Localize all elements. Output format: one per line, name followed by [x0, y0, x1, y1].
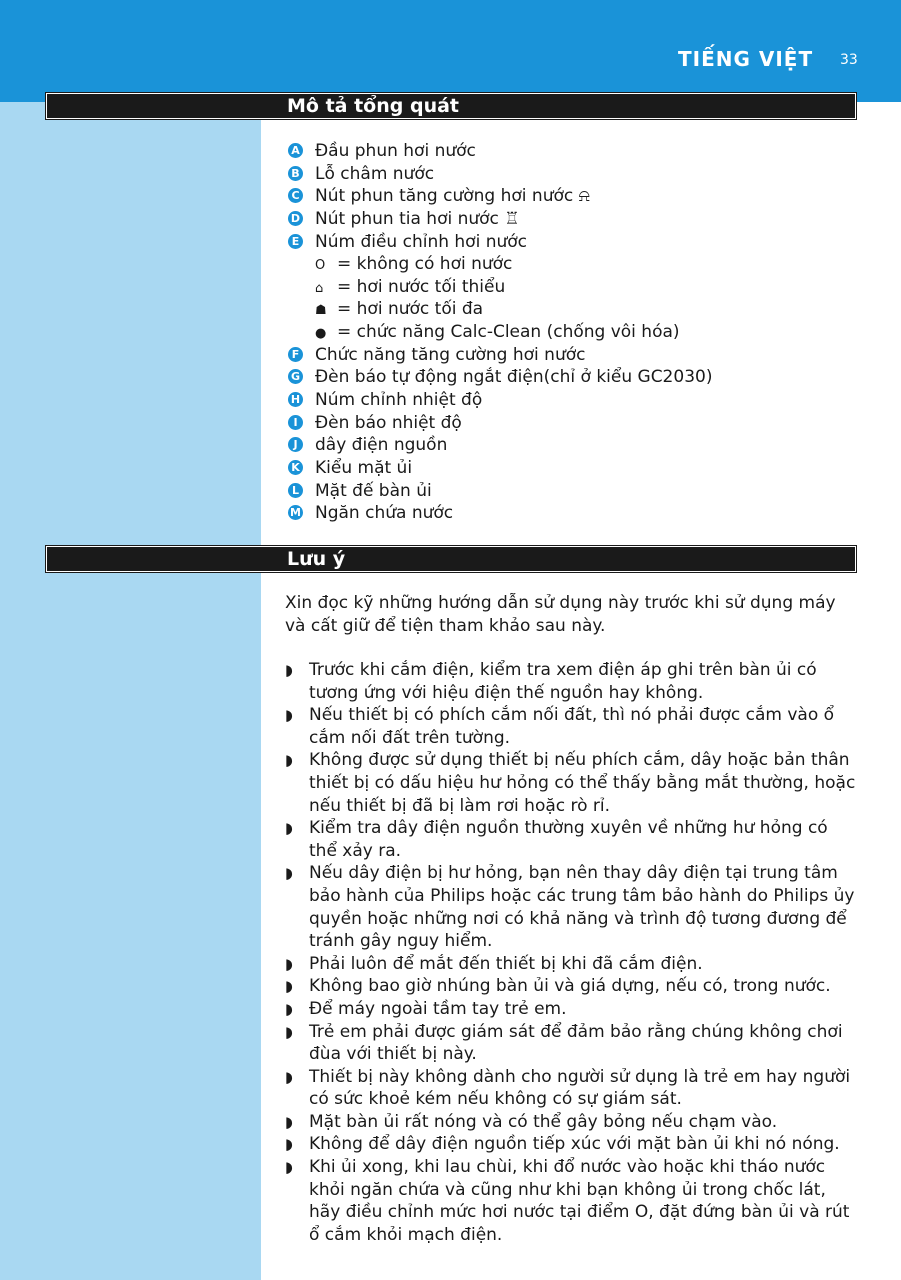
parts-list — [288, 140, 712, 525]
warning-text: Để máy ngoài tầm tay trẻ em. — [309, 998, 567, 1019]
list-item — [288, 140, 712, 163]
list-item — [288, 389, 712, 412]
warning-text: Không để dây điện nguồn tiếp xúc với mặt bàn ủi khi nó nóng. — [309, 1134, 840, 1155]
list-item — [285, 817, 860, 862]
warnings-list — [285, 659, 860, 1246]
list-item — [288, 231, 712, 254]
section-title-description: Mô tả tổng quát — [287, 95, 460, 117]
list-item — [285, 998, 860, 1021]
letter-badge: F — [288, 347, 303, 362]
letter-badge: L — [288, 483, 303, 498]
list-item — [288, 434, 712, 457]
letter-badge: E — [288, 234, 303, 249]
warning-text: Nếu dây điện bị hư hỏng, bạn nên thay dây điện tại trung tâm bảo hành của Philips hoặc các trung tâm bảo hành do Philips ủy quyền hoặc những nơi có khả năng và trình độ tương đương để tránh gây nguy hiểm. — [309, 863, 855, 952]
part-label: Mặt đế bàn ủi — [315, 480, 432, 501]
steam-setting-item — [288, 298, 712, 321]
letter-badge: C — [288, 188, 303, 203]
bullet-icon: ◗ — [285, 706, 293, 725]
part-label: Núm điều chỉnh hơi nước — [315, 231, 528, 252]
bullet-icon: ◗ — [285, 751, 293, 770]
letter-badge: H — [288, 392, 303, 407]
part-label: Ngăn chứa nước — [315, 503, 454, 524]
list-item — [288, 457, 712, 480]
warning-text: Không bao giờ nhúng bàn ủi và giá dựng, nếu có, trong nước. — [309, 976, 831, 997]
steam-setting-label: = chức năng Calc-Clean (chống vôi hóa) — [337, 322, 680, 343]
part-label: Núm chỉnh nhiệt độ — [315, 390, 483, 411]
bullet-icon: ◗ — [285, 864, 293, 883]
list-item — [288, 480, 712, 503]
list-item — [288, 185, 712, 208]
steam-setting-label: = hơi nước tối đa — [337, 299, 484, 320]
list-item — [285, 659, 860, 704]
list-item — [285, 1156, 860, 1246]
bullet-icon: ◗ — [285, 819, 293, 838]
warning-text: Không được sử dụng thiết bị nếu phích cắm, dây hoặc bản thân thiết bị có dấu hiệu hư hỏng có thể thấy bằng mắt thường, hoặc nếu thiết bị đã bị làm rơi hoặc rò rỉ. — [309, 750, 856, 816]
letter-badge: D — [288, 211, 303, 226]
section-bar-description — [46, 93, 856, 119]
letter-badge: A — [288, 143, 303, 158]
letter-badge: M — [288, 505, 303, 520]
bullet-icon: ◗ — [285, 661, 293, 679]
part-label: Lỗ châm nước — [315, 163, 435, 184]
part-label: dây điện nguồn — [315, 435, 448, 456]
letter-badge: K — [288, 460, 303, 475]
list-item — [285, 749, 860, 817]
steam-setting-item — [288, 276, 712, 299]
steam-min-icon: ⌂ — [315, 280, 324, 296]
steam-setting-item — [288, 321, 712, 344]
part-label: Kiểu mặt ủi — [315, 457, 413, 478]
bullet-icon: ◗ — [285, 1158, 293, 1177]
list-item — [288, 502, 712, 525]
warning-text: Kiểm tra dây điện nguồn thường xuyên về những hư hỏng có thể xảy ra. — [309, 818, 828, 861]
part-label: Đầu phun hơi nước — [315, 141, 476, 161]
steam-max-icon: ☗ — [315, 303, 327, 319]
bullet-icon: ◗ — [285, 1067, 293, 1086]
letter-badge: J — [288, 437, 303, 452]
list-item — [285, 1021, 860, 1066]
part-label: Nút phun tia hơi nước ♖ — [315, 208, 520, 229]
section-title-notes: Lưu ý — [287, 548, 346, 570]
bullet-icon: ◗ — [285, 954, 293, 973]
warning-text: Trẻ em phải được giám sát để đảm bảo rằng chúng không chơi đùa với thiết bị này. — [309, 1021, 843, 1065]
list-item — [288, 366, 712, 389]
calc-clean-icon: ● — [315, 326, 327, 342]
part-label: Đèn báo tự động ngắt điện(chỉ ở kiểu GC2030) — [315, 367, 713, 388]
letter-badge: B — [288, 166, 303, 181]
list-item — [285, 953, 860, 976]
warning-text: Phải luôn để mắt đến thiết bị khi đã cắm điện. — [309, 953, 703, 974]
list-item — [285, 862, 860, 952]
warning-text: Trước khi cắm điện, kiểm tra xem điện áp ghi trên bàn ủi có tương ứng với hiệu điện thế nguồn hay không. — [309, 660, 817, 703]
bullet-icon: ◗ — [285, 977, 293, 996]
language-label: TIẾNG VIỆT — [678, 47, 814, 71]
bullet-icon: ◗ — [285, 999, 293, 1018]
steam-off-icon: O — [315, 258, 326, 274]
warning-text: Nếu thiết bị có phích cắm nối đất, thì nó phải được cắm vào ổ cắm nối đất trên tường. — [309, 705, 835, 748]
bullet-icon: ◗ — [285, 1022, 293, 1041]
warning-text: Mặt bàn ủi rất nóng và có thể gây bỏng nếu chạm vào. — [309, 1111, 778, 1132]
warning-text: Khi ủi xong, khi lau chùi, khi đổ nước vào hoặc khi tháo nước khỏi ngăn chứa và cũng như khi bạn không ủi trong chốc lát, hãy điều chỉnh mức hơi nước tại điểm O, đặt đứng bàn ủi và rút ổ cắm khỏi mạch điện. — [309, 1157, 850, 1245]
list-item — [285, 1111, 860, 1134]
steam-setting-label: = hơi nước tối thiểu — [337, 276, 506, 297]
part-label: Nút phun tăng cường hơi nước ⍾ — [315, 186, 590, 207]
list-item — [285, 704, 860, 749]
list-item — [288, 344, 712, 367]
part-label: Đèn báo nhiệt độ — [315, 412, 462, 433]
list-item — [285, 1133, 860, 1156]
steam-setting-item — [288, 253, 712, 276]
steam-setting-label: = không có hơi nước — [337, 254, 513, 275]
warning-text: Thiết bị này không dành cho người sử dụng là trẻ em hay người có sức khoẻ kém nếu không có sự giám sát. — [309, 1066, 851, 1110]
letter-badge: G — [288, 369, 303, 384]
section-bar-notes — [46, 546, 856, 572]
letter-badge: I — [288, 415, 303, 430]
part-label: Chức năng tăng cường hơi nước — [315, 344, 586, 365]
list-item — [285, 1066, 860, 1111]
bullet-icon: ◗ — [285, 1112, 293, 1131]
page-number: 33 — [840, 52, 858, 68]
intro-paragraph: Xin đọc kỹ những hướng dẫn sử dụng này trước khi sử dụng máy và cất giữ để tiện tham khảo sau này. — [285, 593, 836, 636]
list-item — [285, 975, 860, 998]
list-item — [288, 412, 712, 435]
list-item — [288, 208, 712, 231]
list-item — [288, 163, 712, 186]
sidebar-band — [0, 0, 261, 1280]
bullet-icon: ◗ — [285, 1135, 293, 1154]
